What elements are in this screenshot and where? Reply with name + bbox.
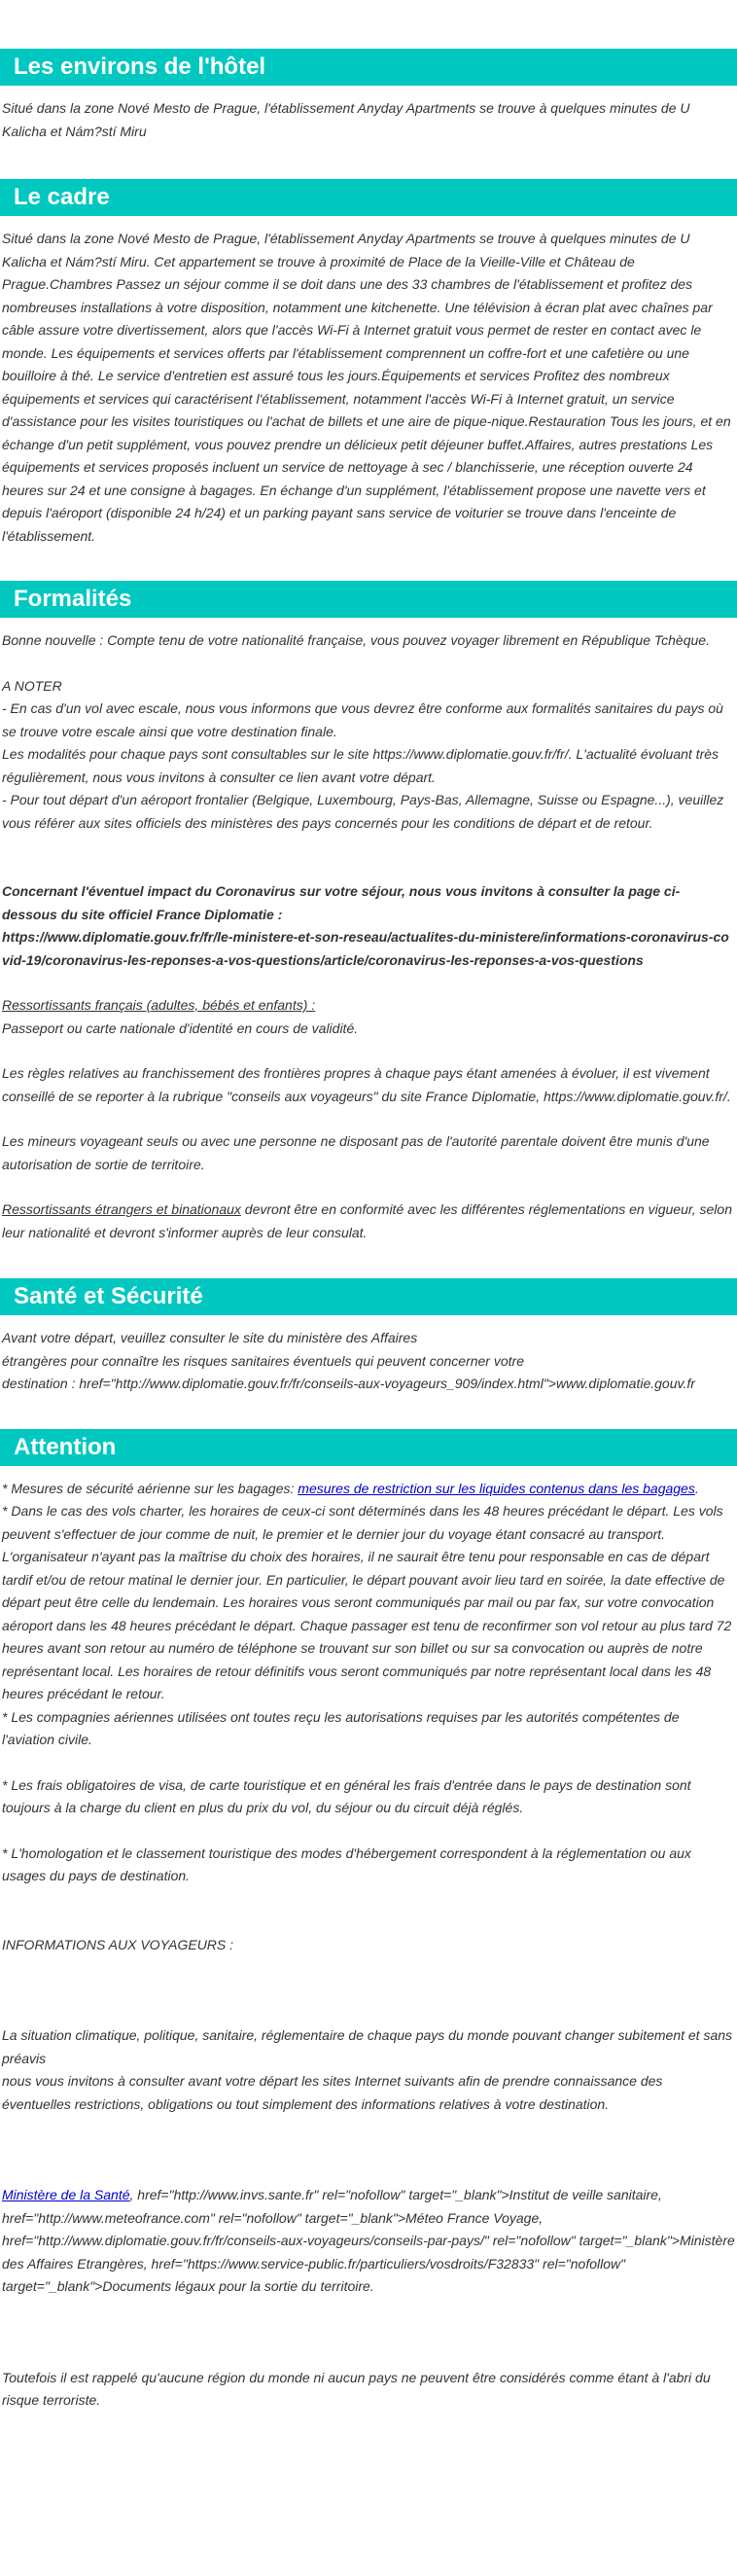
section-header-formalites: Formalités — [0, 581, 737, 618]
info-voyageurs-title: INFORMATIONS AUX VOYAGEURS : — [2, 1936, 234, 1952]
french-nationals-text: Passeport ou carte nationale d'identité en cours de validité. — [2, 1020, 359, 1036]
foreign-nationals-body: devront être en conformité avec les différentes réglementations en vigueur, selon leur nationalité et devront s'informer auprès de leur consulat. — [2, 1201, 732, 1240]
nota-title: A NOTER — [2, 677, 62, 694]
french-nationals-title: Ressortissants français (adultes, bébés et enfants) : — [2, 997, 316, 1013]
section-header-cadre: Le cadre — [0, 179, 737, 216]
formalites-intro: Bonne nouvelle : Compte tenu de votre nationalité française, vous pouvez voyager librement en République Tchèque. — [2, 632, 710, 648]
ministere-sante-link[interactable]: Ministère de la Santé — [2, 2187, 130, 2202]
terror-risk-text: Toutefois il est rappelé qu'aucune région du monde ni aucun pays ne peuvent être considérés comme étant à l'abri du risque terroriste. — [2, 2369, 711, 2408]
info-links-rest: , href="http://www.invs.sante.fr" rel="nofollow" target="_blank">Institut de veille sanitaire, href="http://www.meteofrance.com" rel="nofollow" target="_blank">Méteo France Voyage, href="http://www.diplomatie.gouv.fr/fr/conseils-aux-voyageurs/conseils-par-pays/" rel="nofollow" target="_blank">Ministère des Affaires Etrangères, href="https://www.service-public.fr/particuliers/vosdroits/F32833" rel="nofollow" target="_blank">Documents légaux pour la sortie du territoire. — [2, 2187, 735, 2294]
page — [0, 49, 737, 2413]
info-situation: La situation climatique, politique, sanitaire, réglementaire de chaque pays du monde pouvant changer subitement et sans préavis — [2, 2027, 733, 2066]
attention-baggage — [0, 1478, 737, 1501]
nota-item-aeroport: - Pour tout départ d'un aéroport frontalier (Belgique, Luxembourg, Pays-Bas, Allemagne, Suisse ou Espagne...), veuillez vous référer aux sites officiels des ministères des pays concernés pour les conditions de départ et de retour. — [2, 792, 724, 831]
minors-text: Les mineurs voyageant seuls ou avec une personne ne disposant pas de l'autorité parentale doivent être munis d'une autorisation de sortie de territoire. — [2, 1133, 710, 1172]
attention-homologation: * L'homologation et le classement touristique des modes d'hébergement correspondent à la réglementation ou aux usages du pays de destination. — [2, 1844, 691, 1883]
info-links — [0, 2184, 737, 2299]
attention-visa-fees: * Les frais obligatoires de visa, de carte touristique et en général les frais d'entrée dans le pays de destination sont toujours à la charge du client en plus du prix du vol, du séjour ou du circuit déjà réglés. — [2, 1776, 691, 1815]
sante-line-2: étrangères pour connaître les risques sanitaires éventuels qui peuvent concerner votre — [2, 1352, 524, 1369]
foreign-nationals-title: Ressortissants étrangers et binationaux — [2, 1201, 241, 1217]
nota-item-modalites: Les modalités pour chaque pays sont consultables sur le site https://www.diplomatie.gouv.fr/fr/. L'actualité évoluant très régulièrement, nous vous invitons à consulter ce lien avant votre départ. — [2, 746, 719, 785]
sante-line-1: Avant votre départ, veuillez consulter le site du ministère des Affaires — [2, 1330, 418, 1345]
liquids-restriction-link[interactable]: mesures de restriction sur les liquides contenus dans les bagages — [298, 1480, 695, 1496]
nota-item-escale: - En cas d'un vol avec escale, nous vous informons que vous devrez être conforme aux formalités sanitaires du pays où se trouve votre escale ainsi que votre destination finale. — [2, 700, 723, 739]
section-header-attention: Attention — [0, 1429, 737, 1466]
section-header-sante: Santé et Sécurité — [0, 1278, 737, 1315]
covid-url[interactable]: https://www.diplomatie.gouv.fr/fr/le-ministere-et-son-reseau/actualites-du-ministere/informations-coronavirus-covid-19/coronavirus-les-reponses-a-vos-questions/article/coronavirus-les-reponses-a-vos-questions — [2, 929, 729, 968]
sante-line-3: destination : href="http://www.diplomatie.gouv.fr/fr/conseils-aux-voyageurs_909/index.html">www.diplomatie.gouv.fr — [2, 1376, 695, 1391]
cadre-text: Situé dans la zone Nové Mesto de Prague, l'établissement Anyday Apartments se trouve à quelques minutes de U Kalicha et Nám?stí Miru. Cet appartement se trouve à proximité de Place de la Vieille-Ville et Château de Prague.Chambres Passez un séjour comme il se doit dans une des 33 chambres de l'établissement et profitez des nombreuses installations à votre disposition, notamment une kitchenette. Une télévision à écran plat avec chaînes par câble assure votre divertissement, alors que l'accès Wi-Fi à Internet gratuit vous permet de rester en contact avec le monde. Les équipements et services offerts par l'établissement comprennent un coffre-fort et une cafetière ou une bouilloire à thé. Le service d'entretien est assuré tous les jours.Équipements et services Profitez des nombreux équipements et services qui caractérisent l'établissement, notamment l'accès Wi-Fi à Internet gratuit, un service d'assistance pour les visites touristiques ou l'achat de billets et une aire de pique-nique.Restauration Tous les jours, et en échange d'un petit supplément, vous pouvez prendre un délicieux petit déjeuner buffet.Affaires, autres prestations Les équipements et services proposés incluent un service de nettoyage à sec / blanchisserie, une réception ouverte 24 heures sur 24 et une consigne à bagages. En échange d'un supplément, l'établissement propose une navette vers et depuis l'aéroport (disponible 24 h/24) et un parking payant sans service de voiturier se trouve dans l'enceinte de l'établissement. — [2, 231, 731, 544]
section-header-environs: Les environs de l'hôtel — [0, 49, 737, 86]
environs-text: Situé dans la zone Nové Mesto de Prague, l'établissement Anyday Apartments se trouve à quelques minutes de U Kalicha et Nám?stí Miru — [2, 100, 690, 139]
border-rules-text: Les règles relatives au franchissement des frontières propres à chaque pays étant amenées à évoluer, il est vivement conseillé de se reporter à la rubrique "conseils aux voyageurs" du site France Diplomatie, https://www.diplomatie.gouv.fr/. — [2, 1065, 731, 1104]
attention-baggage-suffix: . — [694, 1480, 699, 1496]
info-consult: nous vous invitons à consulter avant votre départ les sites Internet suivants afin de prendre connaissance des éventuelles restrictions, obligations ou tout simplement des informations relatives à votre destination. — [2, 2073, 663, 2112]
covid-intro: Concernant l'éventuel impact du Coronavirus sur votre séjour, nous vous invitons à consulter la page ci-dessous du site officiel France Diplomatie : — [2, 883, 681, 922]
attention-airlines: * Les compagnies aériennes utilisées ont toutes reçu les autorisations requises par les autorités compétentes de l'aviation civile. — [2, 1708, 680, 1747]
foreign-nationals-text — [0, 1199, 737, 1244]
attention-baggage-prefix: * Mesures de sécurité aérienne sur les bagages: — [2, 1480, 298, 1496]
attention-charter: * Dans le cas des vols charter, les horaires de ceux-ci sont déterminés dans les 48 heures précédant le départ. Les vols peuvent s'effectuer de jour comme de nuit, le premier et le dernier jour du voyage étant consacré au transport. L'organisateur n'ayant pas la maîtrise du choix des horaires, il ne saurait être tenu pour responsable en cas de départ tardif et/ou de retour matinal le dernier jour. En particulier, le départ pouvant avoir lieu tard en soirée, la date effective de départ peut être celle du lendemain. Les horaires vous seront communiqués par mail ou par fax, sur votre convocation aéroport dans les 48 heures précédant le départ. Chaque passager est tenu de reconfirmer son vol retour au plus tard 72 heures avant son retour au numéro de téléphone se trouvant sur son billet ou sur sa convocation ou auprès de notre représentant local. Les horaires de retour définitifs vous seront communiqués par notre représentant local dans les 48 heures précédant le retour. — [2, 1503, 732, 1701]
